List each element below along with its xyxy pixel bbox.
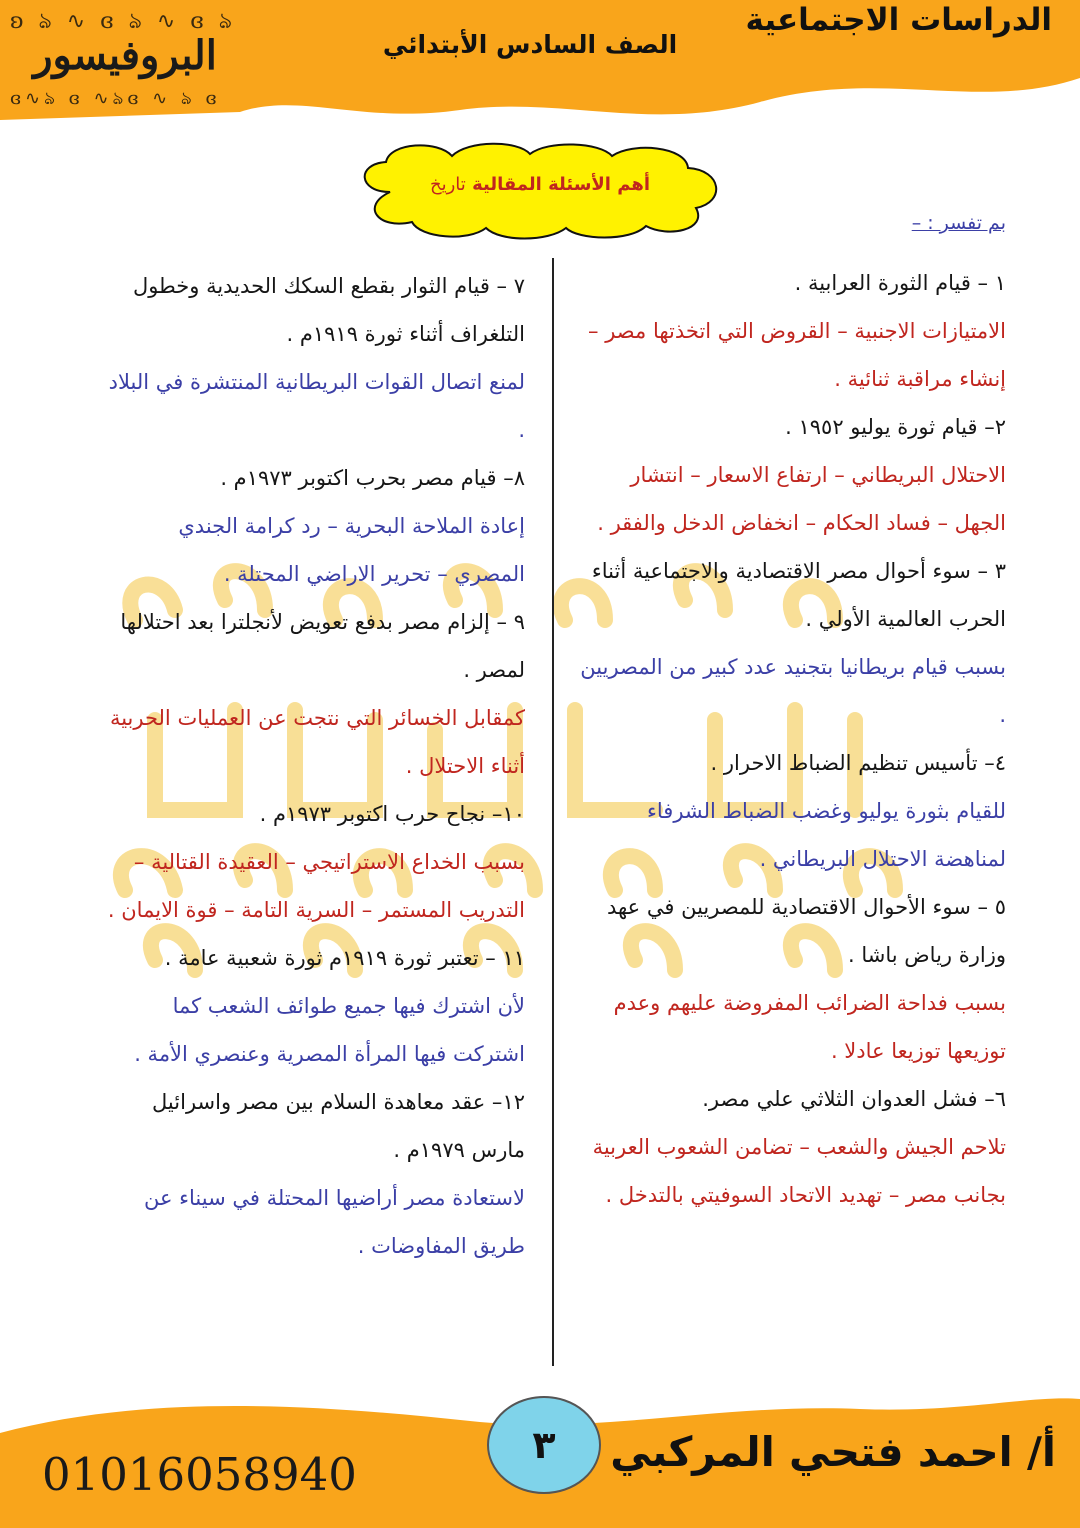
- question-5: ٥ – سوء الأحوال الاقتصادية للمصريين في عهد وزارة رياض باشا .: [606, 895, 1006, 967]
- answer-6: تلاحم الجيش والشعب – تضامن الشعوب العربية بجانب مصر – تهديد الاتحاد السوفيتي بالتدخل .: [592, 1135, 1006, 1207]
- section-lead: بم تفسر : –: [911, 212, 1006, 234]
- heading-main: أهم الأسئلة المقالية: [472, 174, 651, 195]
- logo-flourish-top: ʚ ঌ ∿ ɞ ঌ ∿ ɞ ঌ: [10, 9, 237, 34]
- subject-title: الدراسات الاجتماعية: [745, 2, 1052, 38]
- page-number: ٣: [532, 1423, 556, 1467]
- answer-8: إعادة الملاحة البحرية – رد كرامة الجندي المصري – تحرير الاراضي المحتلة .: [178, 514, 525, 586]
- grade-title: الصف السادس الأبتدائي: [382, 30, 678, 59]
- answer-3: بسبب قيام بريطانيا بتجنيد عدد كبير من المصريين .: [580, 655, 1006, 727]
- brand-logo: [0, 0, 250, 118]
- heading-topic: تاريخ: [429, 174, 466, 195]
- question-12: ١٢– عقد معاهدة السلام بين مصر واسرائيل مارس ١٩٧٩م .: [152, 1090, 525, 1162]
- question-7: ٧ – قيام الثوار بقطع السكك الحديدية وخطول التلغراف أثناء ثورة ١٩١٩م .: [132, 274, 525, 346]
- answer-4: للقيام بثورة يوليو وغضب الضباط الشرفاء لمناهضة الاحتلال البريطاني .: [647, 799, 1006, 871]
- column-divider: [552, 258, 554, 1366]
- question-9: ٩ – إلزام مصر بدفع تعويض لأنجلترا بعد احتلالها لمصر .: [120, 610, 525, 682]
- answer-10: بسبب الخداع الاستراتيجي – العقيدة القتالية – التدريب المستمر – السرية التامة – قوة الايمان .: [107, 850, 525, 922]
- phone-number: 01016058940: [42, 1448, 357, 1501]
- answer-2: الاحتلال البريطاني – ارتفاع الاسعار – انتشار الجهل – فساد الحكام – انخفاض الدخل والفقر .: [597, 463, 1006, 535]
- teacher-name: أ/ احمد فتحي المركبي: [610, 1428, 1056, 1476]
- question-10: ١٠– نجاح حرب اكتوبر ١٩٧٣م .: [259, 802, 525, 826]
- answer-1: الامتيازات الاجنبية – القروض التي اتخذتها مصر – إنشاء مراقبة ثنائية .: [588, 319, 1006, 391]
- logo-wordmark: البروفيسور: [33, 32, 217, 79]
- question-2: ٢– قيام ثورة يوليو ١٩٥٢ .: [785, 415, 1006, 439]
- question-4: ٤– تأسيس تنظيم الضباط الاحرار .: [710, 751, 1006, 775]
- question-6: ٦– فشل العدوان الثلاثي علي مصر.: [702, 1087, 1006, 1111]
- answer-12: لاستعادة مصر أراضيها المحتلة في سيناء عن طريق المفاوضات .: [143, 1186, 525, 1258]
- left-column: [105, 262, 525, 1270]
- answer-5: بسبب فداحة الضرائب المفروضة عليهم وعدم توزيعها توزيعا عادلا .: [613, 991, 1006, 1063]
- question-1: ١ – قيام الثورة العرابية .: [794, 271, 1006, 295]
- question-11: ١١ – تعتبر ثورة ١٩١٩م ثورة شعبية عامة .: [164, 946, 525, 970]
- answer-7: لمنع اتصال القوات البريطانية المنتشرة في البلاد .: [108, 370, 525, 442]
- question-3: ٣ – سوء أحوال مصر الاقتصادية والاجتماعية أثناء الحرب العالمية الأولي .: [591, 559, 1006, 631]
- answer-11: لأن اشترك فيها جميع طوائف الشعب كما اشتركت فيها المرأة المصرية وعنصري الأمة .: [134, 994, 525, 1066]
- page-heading: [350, 174, 730, 195]
- logo-flourish-bottom: ɞ∿ঌ ɞ ∿ঌɞ ∿ ঌ ɞ: [10, 88, 221, 109]
- right-column: [578, 258, 1006, 1219]
- answer-9: كمقابل الخسائر التي نتجت عن العمليات الحربية أثناء الاحتلال .: [109, 706, 525, 778]
- question-8: ٨– قيام مصر بحرب اكتوبر ١٩٧٣م .: [220, 466, 525, 490]
